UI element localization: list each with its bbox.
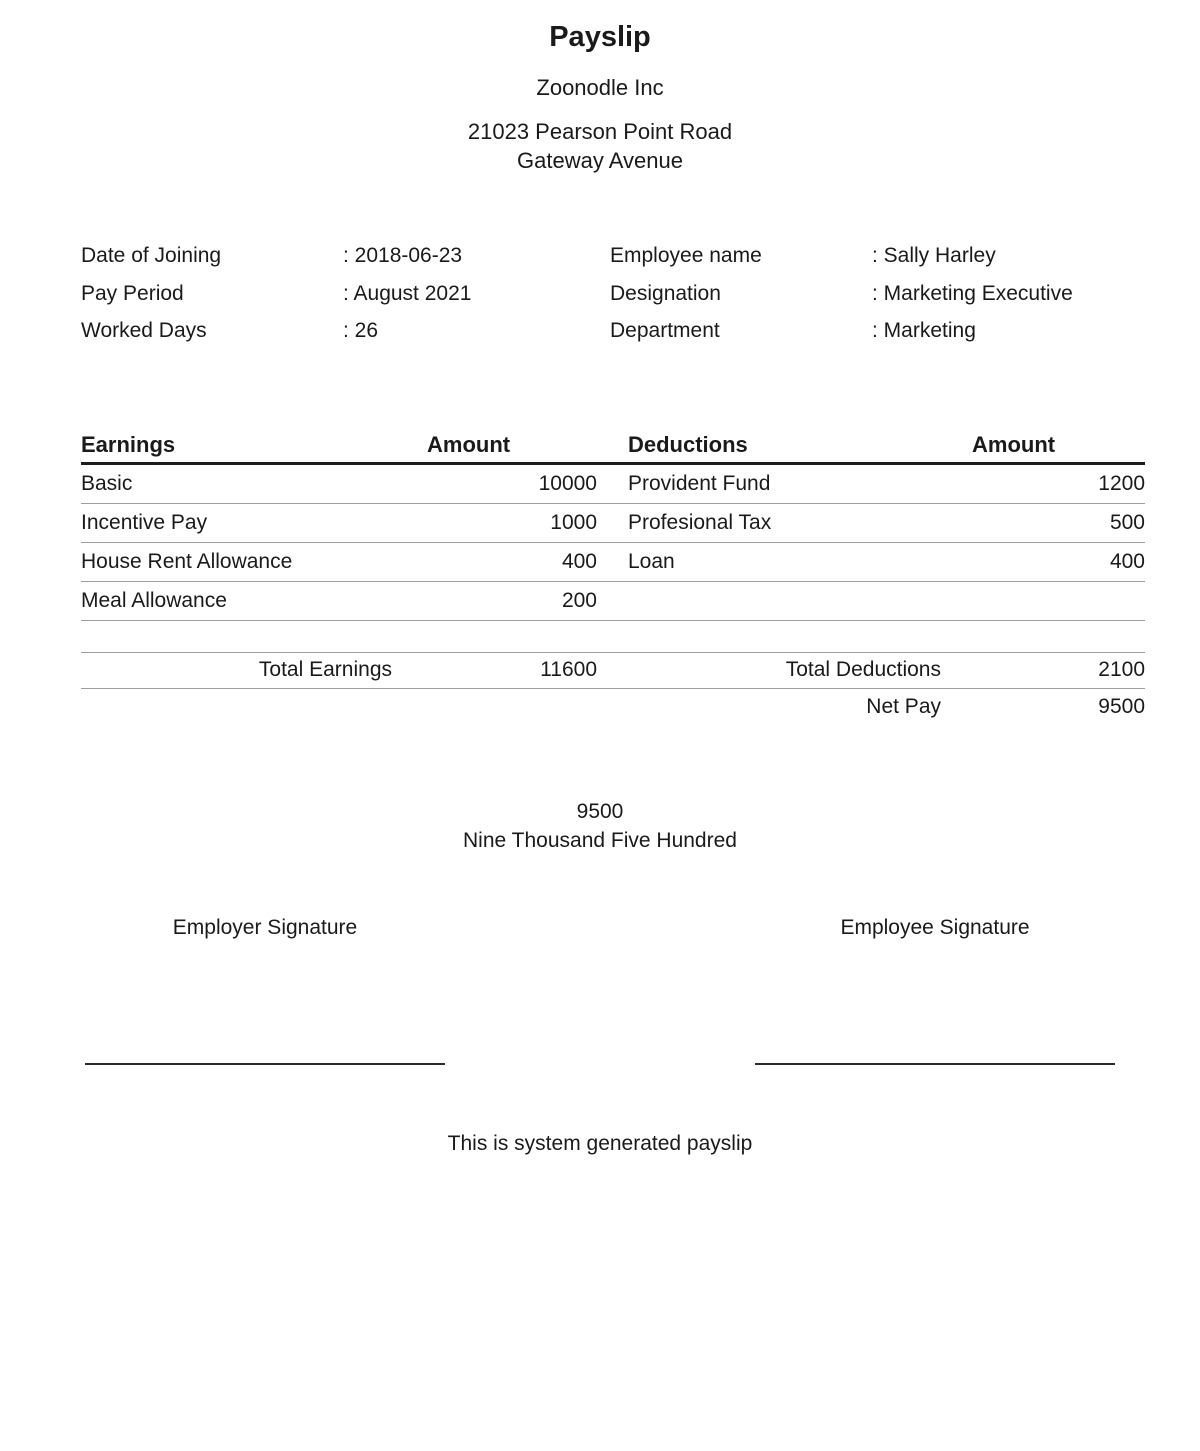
table-row bbox=[81, 465, 1145, 504]
signature-labels-row bbox=[0, 915, 1200, 941]
total-deductions-label: Total Deductions bbox=[785, 658, 941, 681]
earnings-column-header: Earnings bbox=[81, 432, 176, 457]
employer-signature-line bbox=[85, 1063, 445, 1065]
deduction-label: Profesional Tax bbox=[628, 510, 772, 534]
net-pay-label: Net Pay bbox=[866, 694, 941, 718]
employee-info-right-column bbox=[610, 237, 1200, 350]
employee-info-left-column bbox=[81, 237, 610, 350]
company-address-line1: 21023 Pearson Point Road bbox=[467, 119, 733, 144]
earning-amount: 1000 bbox=[550, 510, 597, 534]
earning-label: Incentive Pay bbox=[81, 510, 208, 534]
earnings-amount-column-header: Amount bbox=[427, 432, 511, 457]
employee-signature-label: Employee Signature bbox=[840, 915, 1030, 939]
deduction-amount: 1200 bbox=[1098, 471, 1145, 495]
pay-period-value: : August 2021 bbox=[343, 281, 472, 305]
total-deductions-value: 2100 bbox=[1098, 658, 1145, 681]
totals-row bbox=[81, 653, 1145, 689]
earnings-deductions-table bbox=[81, 429, 1145, 725]
earning-amount: 200 bbox=[561, 588, 597, 612]
earning-amount: 10000 bbox=[538, 471, 597, 495]
net-pay-in-words bbox=[0, 797, 1200, 855]
net-pay-row bbox=[81, 689, 1145, 725]
info-row-department bbox=[610, 312, 1200, 350]
info-row-designation bbox=[610, 275, 1200, 313]
date-of-joining-value: : 2018-06-23 bbox=[343, 244, 463, 267]
earning-label: Basic bbox=[81, 471, 133, 495]
company-name: Zoonodle Inc bbox=[536, 75, 664, 100]
table-spacer-row bbox=[81, 621, 1145, 653]
designation-label: Designation bbox=[610, 281, 721, 305]
info-row-pay-period bbox=[81, 275, 610, 313]
department-label: Department bbox=[610, 319, 720, 342]
deduction-amount: 500 bbox=[1109, 510, 1145, 534]
employee-info-section bbox=[0, 237, 1200, 350]
signature-lines-row bbox=[0, 1063, 1200, 1065]
employee-name-value: : Sally Harley bbox=[872, 244, 996, 267]
deductions-amount-column-header: Amount bbox=[972, 432, 1056, 457]
deduction-amount: 400 bbox=[1109, 549, 1145, 573]
table-row bbox=[81, 543, 1145, 582]
deduction-label: Provident Fund bbox=[628, 471, 771, 495]
employee-name-label: Employee name bbox=[610, 244, 762, 267]
earning-label: Meal Allowance bbox=[81, 588, 227, 612]
table-row bbox=[81, 504, 1145, 543]
info-row-employee-name bbox=[610, 237, 1200, 275]
worked-days-value: : 26 bbox=[343, 319, 379, 342]
deductions-column-header: Deductions bbox=[628, 432, 748, 457]
total-earnings-value: 11600 bbox=[540, 658, 597, 681]
table-row bbox=[81, 582, 1145, 621]
table-header-row bbox=[81, 429, 1145, 465]
system-generated-note: This is system generated payslip bbox=[447, 1131, 753, 1155]
earning-label: House Rent Allowance bbox=[81, 549, 293, 573]
department-value: : Marketing bbox=[872, 319, 976, 342]
date-of-joining-label: Date of Joining bbox=[81, 244, 222, 267]
net-pay-amount-figure: 9500 bbox=[576, 799, 624, 823]
page-title: Payslip bbox=[549, 21, 651, 53]
worked-days-label: Worked Days bbox=[81, 319, 207, 342]
earning-amount: 400 bbox=[561, 549, 597, 573]
info-row-date-of-joining bbox=[81, 237, 610, 275]
company-address-line2: Gateway Avenue bbox=[517, 148, 683, 173]
document-header bbox=[0, 0, 1200, 175]
pay-period-label: Pay Period bbox=[81, 281, 184, 305]
net-pay-amount-words: Nine Thousand Five Hundred bbox=[463, 828, 737, 852]
net-pay-value: 9500 bbox=[1098, 694, 1145, 718]
total-earnings-label: Total Earnings bbox=[258, 658, 392, 681]
designation-value: : Marketing Executive bbox=[872, 281, 1073, 305]
employer-signature-label: Employer Signature bbox=[172, 915, 358, 939]
employee-signature-line bbox=[755, 1063, 1115, 1065]
deduction-label: Loan bbox=[628, 549, 675, 573]
info-row-worked-days bbox=[81, 312, 610, 350]
